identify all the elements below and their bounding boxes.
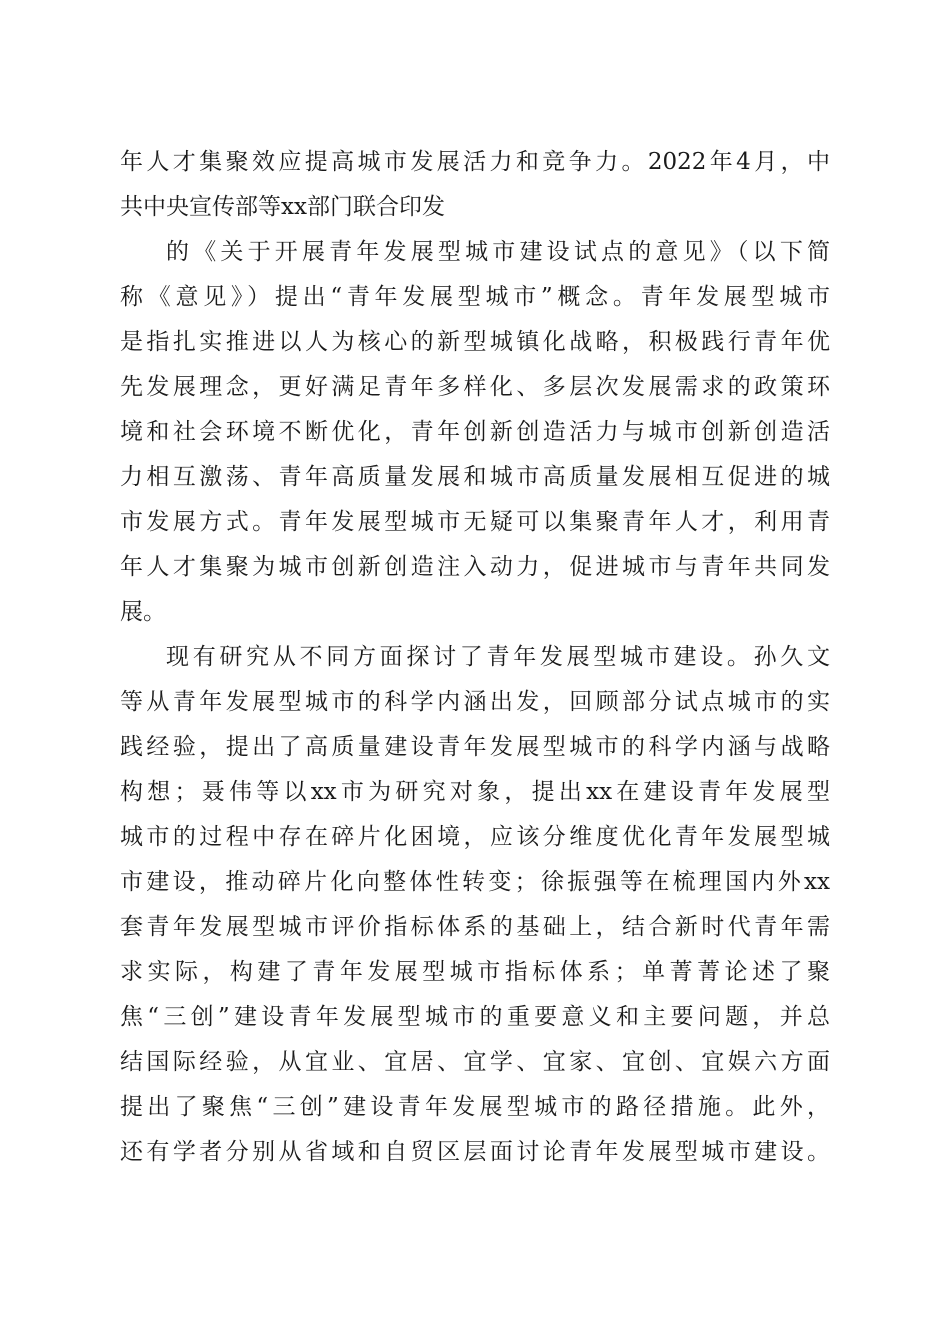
text-line: 践经验，提出了高质量建设青年发展型城市的科学内涵与战略: [120, 734, 830, 760]
text-line: 力相互激荡、青年高质量发展和城市高质量发展相互促进的城: [120, 464, 830, 490]
paragraph-1: [120, 140, 830, 230]
text-line: 套青年发展型城市评价指标体系的基础上，结合新时代青年需: [120, 914, 830, 940]
text-line: 年人才集聚为城市创新创造注入动力，促进城市与青年共同发: [120, 554, 830, 580]
paragraph-2: [120, 230, 830, 635]
text-line: 求实际，构建了青年发展型城市指标体系；单菁菁论述了聚: [120, 959, 830, 985]
body-text: [120, 140, 830, 1175]
text-line: 提出了聚焦“三创”建设青年发展型城市的路径措施。此外，: [120, 1094, 830, 1120]
text-line: 焦“三创”建设青年发展型城市的重要意义和主要问题，并总: [120, 1004, 830, 1030]
text-line: 市发展方式。青年发展型城市无疑可以集聚青年人才，利用青: [120, 509, 830, 535]
text-line: 展。: [120, 599, 166, 625]
text-line: 境和社会环境不断优化，青年创新创造活力与城市创新创造活: [120, 419, 830, 445]
text-line: 是指扎实推进以人为核心的新型城镇化战略，积极践行青年优: [120, 329, 830, 355]
text-line: 现有研究从不同方面探讨了青年发展型城市建设。孙久文: [166, 644, 830, 670]
text-line: 城市的过程中存在碎片化困境，应该分维度优化青年发展型城: [120, 824, 830, 850]
text-line: 先发展理念，更好满足青年多样化、多层次发展需求的政策环: [120, 374, 830, 400]
text-line: 共中央宣传部等xx部门联合印发: [120, 194, 445, 220]
text-line: 市建设，推动碎片化向整体性转变；徐振强等在梳理国内外xx: [120, 869, 830, 895]
text-line: 构想；聂伟等以xx市为研究对象，提出xx在建设青年发展型: [120, 779, 830, 805]
text-line: 称《意见》）提出“青年发展型城市”概念。青年发展型城市: [120, 284, 830, 310]
text-line: 结国际经验，从宜业、宜居、宜学、宜家、宜创、宜娱六方面: [120, 1049, 830, 1075]
paragraph-3: [120, 635, 830, 1175]
text-line: 年人才集聚效应提高城市发展活力和竞争力。2022年4月，中: [120, 149, 830, 175]
text-line: 等从青年发展型城市的科学内涵出发，回顾部分试点城市的实: [120, 689, 830, 715]
text-line: 还有学者分别从省域和自贸区层面讨论青年发展型城市建设。: [120, 1139, 830, 1165]
text-line: 的《关于开展青年发展型城市建设试点的意见》（以下简: [166, 239, 830, 265]
